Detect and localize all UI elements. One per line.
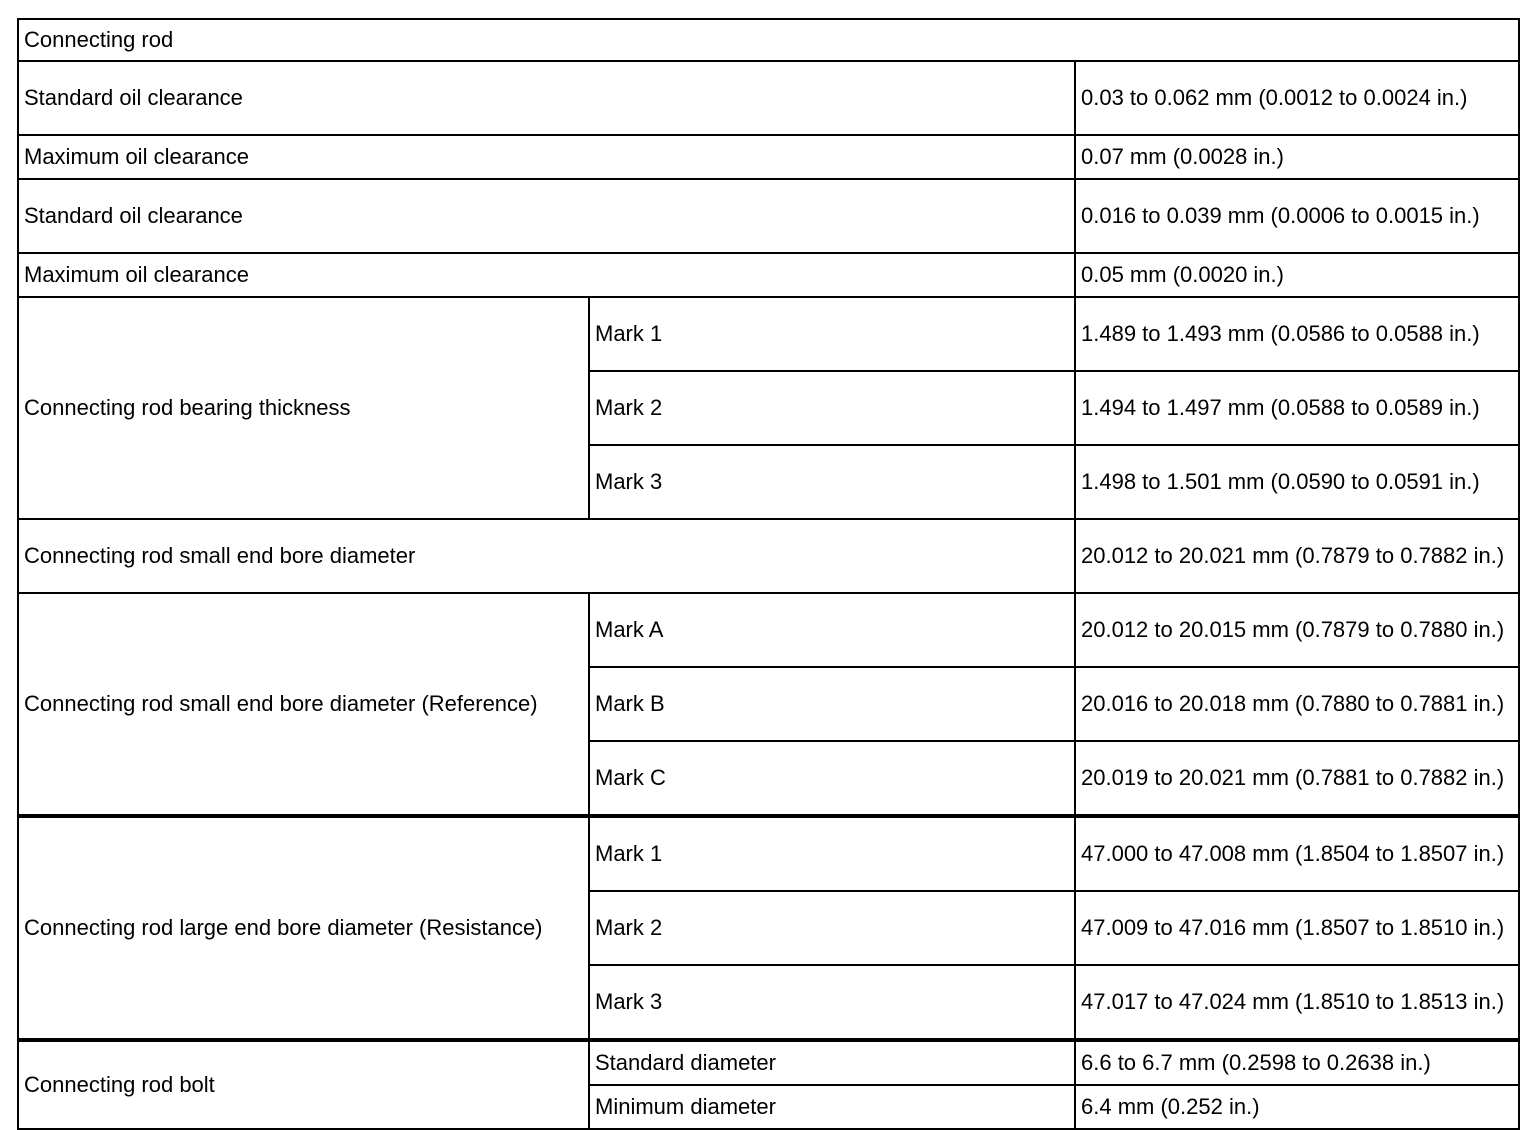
mark-label: Mark 2 <box>589 891 1075 965</box>
table-title: Connecting rod <box>18 19 1519 61</box>
spec-value: 0.03 to 0.062 mm (0.0012 to 0.0024 in.) <box>1075 61 1519 135</box>
spec-value: 47.000 to 47.008 mm (1.8504 to 1.8507 in.) <box>1075 816 1519 891</box>
mark-label: Mark A <box>589 593 1075 667</box>
item-label: Standard diameter <box>589 1040 1075 1085</box>
spec-value: 20.012 to 20.015 mm (0.7879 to 0.7880 in.) <box>1075 593 1519 667</box>
spec-label: Maximum oil clearance <box>18 253 1075 297</box>
spec-value: 1.489 to 1.493 mm (0.0586 to 0.0588 in.) <box>1075 297 1519 371</box>
table-row <box>18 297 1519 371</box>
table-row <box>18 179 1519 253</box>
mark-label: Mark 1 <box>589 816 1075 891</box>
spec-label: Standard oil clearance <box>18 179 1075 253</box>
spec-value: 6.6 to 6.7 mm (0.2598 to 0.2638 in.) <box>1075 1040 1519 1085</box>
table-row <box>18 61 1519 135</box>
spec-value: 1.498 to 1.501 mm (0.0590 to 0.0591 in.) <box>1075 445 1519 519</box>
spec-label: Connecting rod large end bore diameter (Resistance) <box>18 816 589 1040</box>
mark-label: Mark 1 <box>589 297 1075 371</box>
table-row <box>18 519 1519 593</box>
table-row <box>18 593 1519 667</box>
spec-value: 6.4 mm (0.252 in.) <box>1075 1085 1519 1129</box>
mark-label: Mark 2 <box>589 371 1075 445</box>
table-row <box>18 135 1519 179</box>
spec-value: 0.07 mm (0.0028 in.) <box>1075 135 1519 179</box>
spec-label: Connecting rod small end bore diameter (Reference) <box>18 593 589 816</box>
spec-label: Connecting rod bearing thickness <box>18 297 589 519</box>
mark-label: Mark 3 <box>589 445 1075 519</box>
item-label: Minimum diameter <box>589 1085 1075 1129</box>
table-row-title <box>18 19 1519 61</box>
mark-label: Mark 3 <box>589 965 1075 1040</box>
spec-label: Connecting rod bolt <box>18 1040 589 1129</box>
spec-value: 0.016 to 0.039 mm (0.0006 to 0.0015 in.) <box>1075 179 1519 253</box>
spec-value: 20.012 to 20.021 mm (0.7879 to 0.7882 in.) <box>1075 519 1519 593</box>
spec-label: Connecting rod small end bore diameter <box>18 519 1075 593</box>
mark-label: Mark C <box>589 741 1075 816</box>
table-row <box>18 816 1519 891</box>
connecting-rod-spec-table <box>17 18 1520 1130</box>
spec-value: 20.019 to 20.021 mm (0.7881 to 0.7882 in.) <box>1075 741 1519 816</box>
table-row <box>18 253 1519 297</box>
spec-label: Standard oil clearance <box>18 61 1075 135</box>
spec-value: 47.009 to 47.016 mm (1.8507 to 1.8510 in.) <box>1075 891 1519 965</box>
mark-label: Mark B <box>589 667 1075 741</box>
spec-value: 47.017 to 47.024 mm (1.8510 to 1.8513 in.) <box>1075 965 1519 1040</box>
spec-label: Maximum oil clearance <box>18 135 1075 179</box>
spec-value: 0.05 mm (0.0020 in.) <box>1075 253 1519 297</box>
spec-value: 20.016 to 20.018 mm (0.7880 to 0.7881 in.) <box>1075 667 1519 741</box>
spec-value: 1.494 to 1.497 mm (0.0588 to 0.0589 in.) <box>1075 371 1519 445</box>
table-row <box>18 1040 1519 1085</box>
